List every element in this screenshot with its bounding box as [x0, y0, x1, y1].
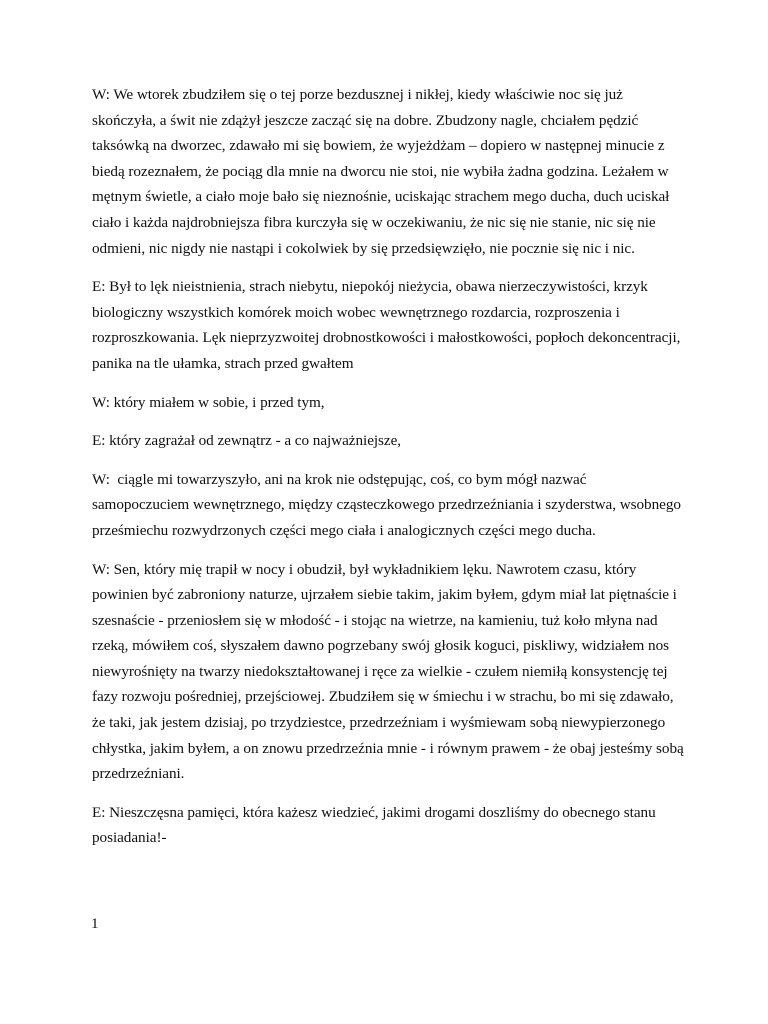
paragraph-2: E: Był to lęk nieistnienia, strach niebytu, niepokój nieżycia, obawa nierzeczywistości, krzyk biologiczny wszystkich komórek moich wobec wewnętrznego rozdarcia, rozproszenia i rozproszkowania. Lęk nieprzyzwoitej drobnostkowości i małostkowości, popłoch dekoncentracji, panika na tle ułamka, strach przed gwałtem	[92, 278, 685, 372]
paragraph-5: W: ciągle mi towarzyszyło, ani na krok nie odstępując, coś, co bym mógł nazwać samopoczuciem wewnętrznego, między cząsteczkowego przedrzeźniania i szyderstwa, wsobnego prześmiechu rozwydrzonych części mego ciała i analogicznych części mego ducha.	[92, 470, 685, 539]
paragraph-7: E: Nieszczęsna pamięci, która każesz wiedzieć, jakimi drogami doszliśmy do obecnego stanu posiadania!-	[92, 803, 660, 847]
paragraph-3: W: który miałem w sobie, i przed tym,	[92, 393, 325, 411]
document-body	[92, 82, 688, 864]
paragraph-6: W: Sen, który mię trapił w nocy i obudził, był wykładnikiem lęku. Nawrotem czasu, który powinien być zabroniony naturze, ujrzałem siebie takim, jakim byłem, gdym miał lat piętnaście i szesnaście - przeniosłem się w młodość - i stojąc na wietrze, na kamieniu, tuż koło młyna nad rzeką, mówiłem coś, słyszałem dawno pogrzebany swój głosik koguci, piskliwy, widziałem nos niewyrośnięty na twarzy niedokształtowanej i ręce za wielkie - czułem niemiłą konsystencję tej fazy rozwoju pośredniej, przejściowej. Zbudziłem się w śmiechu i w strachu, bo mi się zdawało, że taki, jak jestem dzisiaj, po trzydziestce, przedrzeźniam i wyśmiewam sobą niewypierzonego chłystka, jakim byłem, a on znowu przedrzeźnia mnie - i równym prawem - że obaj jesteśmy sobą przedrzeźniani.	[92, 560, 688, 783]
paragraph-4: E: który zagrażał od zewnątrz - a co najważniejsze,	[92, 432, 402, 450]
paragraph-1: W: We wtorek zbudziłem się o tej porze bezdusznej i nikłej, kiedy właściwie noc się już skończyła, a świt nie zdążył jeszcze zacząć się na dobre. Zbudzony nagle, chciałem pędzić taksówką na dworzec, zdawało mi się bowiem, że wyjeżdżam – dopiero w następnej minucie z biedą rozeznałem, że pociąg dla mnie na dworcu nie stoi, nie wybiła żadna godzina. Leżałem w mętnym świetle, a ciało moje bało się nieznośnie, uciskając strachem mego ducha, duch uciskał ciało i każda najdrobniejsza fibra kurczyła się w oczekiwaniu, że nic się nie stanie, nic się nie odmieni, nic nigdy nie nastąpi i cokolwiek by się przedsięwzięło, nie pocznie się nic i nic.	[92, 86, 674, 257]
page-number: 1	[91, 915, 99, 932]
